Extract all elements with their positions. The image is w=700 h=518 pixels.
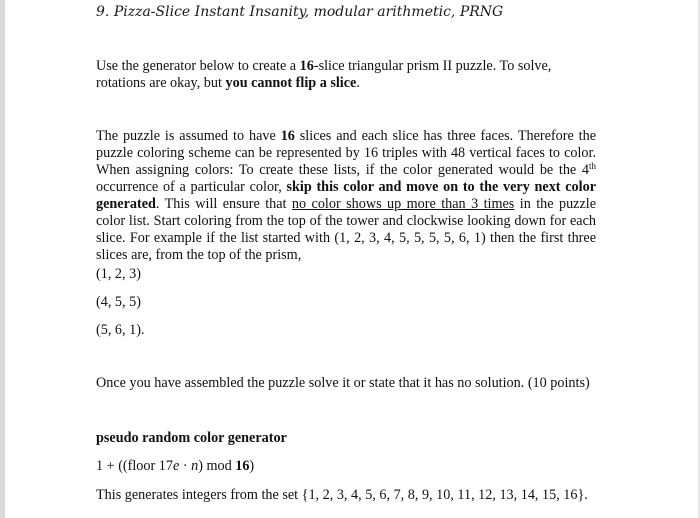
rules-text-5: in the puzzle color list. Start coloring from the top of the tower and clockwise looking down for each slice. For example if the list started with (1, 2, 3, 4, 5, 5, 5, 5, 6, 1) then the first three slices are, from the top of the prism, — [96, 196, 596, 263]
intro-text-1: Use the generator below to create a — [96, 58, 300, 74]
rules-slice-count: 16 — [280, 128, 295, 144]
formula-part-2: ) mod — [198, 458, 236, 474]
triple-3: (5, 6, 1). — [96, 322, 145, 338]
problem-title: Pizza-Slice Instant Insanity, modular arithmetic, PRNG — [113, 4, 504, 20]
closing-instruction: Once you have assembled the puzzle solve it or state that it has no solution. (10 points) — [96, 375, 590, 391]
intro-paragraph — [96, 58, 596, 92]
formula-dot: · — [179, 458, 192, 474]
intro-slice-count: 16 — [299, 58, 314, 74]
rules-text-2: slices and each slice has three faces. Therefore the puzzle coloring scheme can be represented by 16 triples with 48 vertical faces to color. When assigning colors: To create these lists, if the color generated would be the 4 — [96, 128, 597, 178]
rules-superscript: th — [588, 161, 596, 171]
problem-heading — [96, 4, 503, 20]
intro-no-flip: you cannot flip a slice — [225, 75, 357, 91]
generator-title — [96, 430, 287, 447]
intro-text-2: -slice triangular prism II puzzle. To solve, rotations are okay, but — [96, 58, 552, 91]
formula-e: e — [172, 458, 180, 474]
triple-1: (1, 2, 3) — [96, 266, 141, 282]
formula-modulus: 16 — [235, 458, 250, 474]
generator-title-text: pseudo random color generator — [96, 430, 287, 446]
triple-2: (4, 5, 5) — [96, 294, 141, 310]
rules-text-1: The puzzle is assumed to have — [96, 128, 281, 144]
generator-formula — [96, 458, 254, 475]
page-left-edge — [0, 0, 5, 518]
rules-paragraph — [96, 128, 596, 264]
intro-text-3: . — [356, 75, 360, 91]
rules-text-4: . This will ensure that — [155, 196, 292, 212]
generator-set-description: This generates integers from the set {1, 2, 3, 4, 5, 6, 7, 8, 9, 10, 11, 12, 13, 14, 15, 16}. — [96, 487, 588, 503]
formula-part-1: 1 + ((floor 17 — [96, 458, 173, 474]
problem-number: 9. — [96, 4, 114, 20]
formula-part-3: ) — [249, 458, 255, 474]
formula-n: n — [191, 458, 199, 474]
rules-max-occurrence: no color shows up more than 3 times — [291, 196, 515, 212]
rules-text-3: occurrence of a particular color, — [96, 179, 287, 195]
rules-skip-instruction: skip this color and move on to the very next color generated — [96, 179, 596, 212]
